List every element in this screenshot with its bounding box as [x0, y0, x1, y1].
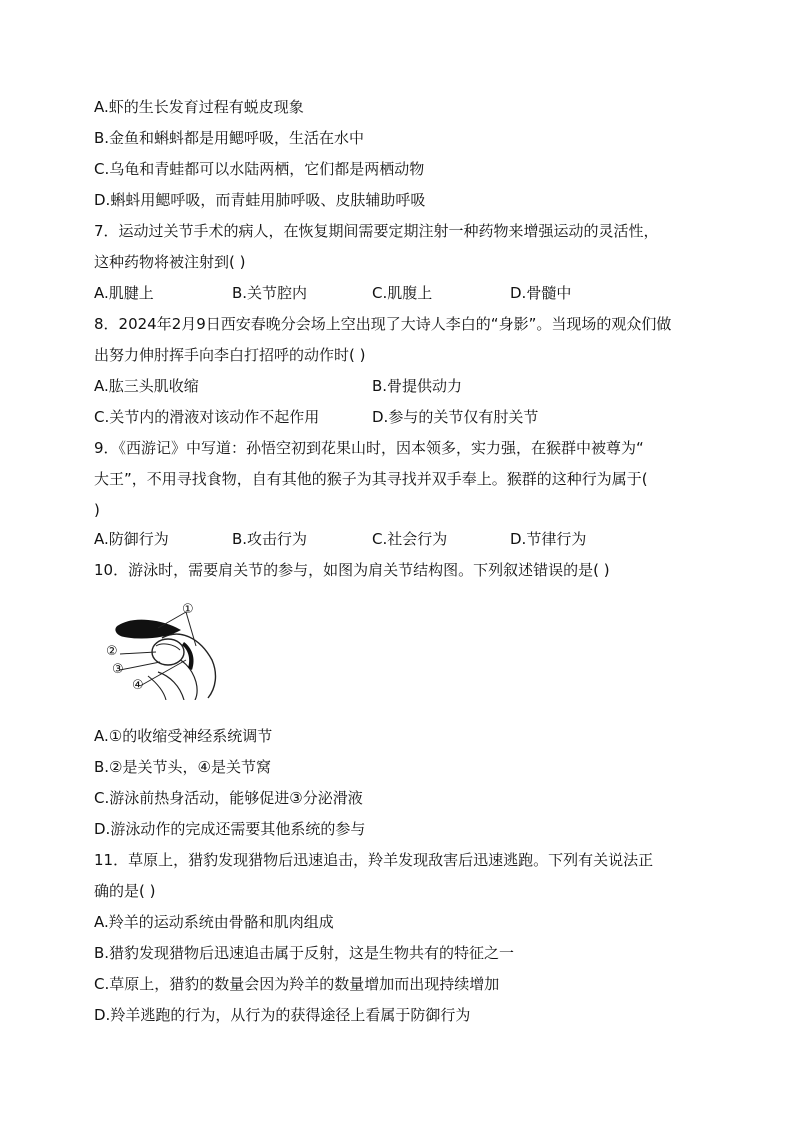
figure-label-3: ③	[112, 662, 124, 677]
q10-option-d: D.游泳动作的完成还需要其他系统的参与	[94, 820, 366, 838]
figure-label-2: ②	[106, 644, 118, 659]
q6-option-c: C.乌龟和青蛙都可以水陆两栖，它们都是两栖动物	[94, 160, 425, 178]
q7-option-b: B.关节腔内	[232, 284, 308, 302]
q10-stem-line1: 10．游泳时，需要肩关节的参与，如图为肩关节结构图。下列叙述错误的是( )	[94, 561, 610, 579]
q7-stem-line2: 这种药物将被注射到( )	[94, 253, 246, 271]
q11-option-b: B.猎豹发现猎物后迅速追击属于反射，这是生物共有的特征之一	[94, 944, 515, 962]
q11-option-d: D.羚羊逃跑的行为，从行为的获得途径上看属于防御行为	[94, 1006, 471, 1024]
q8-option-d: D.参与的关节仅有肘关节	[372, 408, 539, 426]
q9-stem-line1: 9．《西游记》中写道：孙悟空初到花果山时，因本领多，实力强，在猴群中被尊为“	[94, 439, 644, 457]
shoulder-joint-figure	[100, 598, 230, 700]
q7-stem-line1: 7．运动过关节手术的病人，在恢复期间需要定期注射一种药物来增强运动的灵活性，	[94, 222, 659, 240]
q9-option-a: A.防御行为	[94, 530, 169, 548]
q8-option-a: A.肱三头肌收缩	[94, 377, 199, 395]
q7-option-c: C.肌腹上	[372, 284, 433, 302]
q8-option-b: B.骨提供动力	[372, 377, 463, 395]
q10-option-b: B.②是关节头，④是关节窝	[94, 758, 271, 776]
q11-option-a: A.羚羊的运动系统由骨骼和肌肉组成	[94, 913, 334, 931]
q11-stem-line2: 确的是( )	[94, 882, 156, 900]
q9-stem-line3: )	[94, 501, 100, 519]
q9-option-d: D.节律行为	[510, 530, 587, 548]
q11-option-c: C.草原上，猎豹的数量会因为羚羊的数量增加而出现持续增加	[94, 975, 500, 993]
q10-option-c: C.游泳前热身活动，能够促进③分泌滑液	[94, 789, 363, 807]
q7-option-a: A.肌腱上	[94, 284, 154, 302]
q7-option-d: D.骨髓中	[510, 284, 572, 302]
q8-stem-line1: 8．2024年2月9日西安春晚分会场上空出现了大诗人李白的“身影”。当现场的观众们做	[94, 315, 672, 333]
q8-stem-line2: 出努力伸肘挥手向李白打招呼的动作时( )	[94, 346, 366, 364]
q11-stem-line1: 11．草原上，猎豹发现猎物后迅速追击，羚羊发现敌害后迅速逃跑。下列有关说法正	[94, 851, 654, 869]
figure-label-1: ①	[182, 602, 194, 617]
shoulder-joint-illustration	[100, 598, 230, 700]
q10-option-a: A.①的收缩受神经系统调节	[94, 727, 273, 745]
q9-option-b: B.攻击行为	[232, 530, 308, 548]
q6-option-a: A.虾的生长发育过程有蜕皮现象	[94, 98, 304, 116]
q6-option-b: B.金鱼和蝌蚪都是用鳃呼吸，生活在水中	[94, 129, 365, 147]
q9-option-c: C.社会行为	[372, 530, 448, 548]
q6-option-d: D.蝌蚪用鳃呼吸，而青蛙用肺呼吸、皮肤辅助呼吸	[94, 191, 426, 209]
q9-stem-line2: 大王”，不用寻找食物，自有其他的猴子为其寻找并双手奉上。猴群的这种行为属于(	[94, 470, 648, 488]
q8-option-c: C.关节内的滑液对该动作不起作用	[94, 408, 320, 426]
figure-label-4: ④	[132, 678, 144, 693]
